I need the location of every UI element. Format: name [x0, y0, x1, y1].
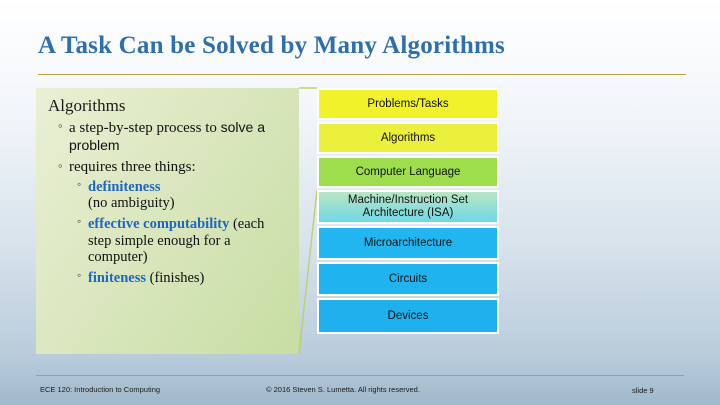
abstraction-stack [317, 88, 499, 334]
sub-bullet-text: (no ambiguity) [88, 195, 175, 212]
slide-footer [0, 381, 720, 401]
bullet-list [48, 119, 289, 287]
stack-layer-devices [317, 298, 499, 334]
keyword-definiteness: definiteness [88, 178, 161, 195]
keyword-finiteness: finiteness [88, 270, 146, 287]
list-item [58, 159, 289, 286]
stack-layer-isa [317, 190, 499, 224]
stack-layer-algorithms [317, 122, 499, 154]
title-divider [38, 74, 686, 75]
stack-layer-label-line1: Machine/Instruction Set [347, 194, 469, 207]
stack-layer-label [348, 194, 468, 220]
stack-layer-label: Algorithms [380, 131, 436, 144]
keyword-effective-computability: effective computability [88, 216, 230, 233]
stack-layer-circuits [317, 262, 499, 296]
stack-layer-label: Circuits [388, 272, 428, 285]
stack-layer-label: Microarchitecture [363, 236, 453, 249]
stack-layer-label: Devices [387, 309, 429, 322]
bullet-text-plain: a step-by-step process to [69, 119, 221, 136]
panel-heading: Algorithms [48, 96, 126, 115]
stack-layer-label-line2: Architecture (ISA) [362, 207, 454, 219]
sub-bullet-list [69, 179, 289, 287]
stack-layer-computer-language [317, 156, 499, 188]
sub-bullet-text: (each step simple enough for a computer) [88, 216, 265, 266]
list-item [58, 119, 289, 156]
footer-course: ECE 120: Introduction to Computing [40, 385, 161, 394]
bullet-text-plain: requires three things: [69, 159, 196, 176]
list-item [77, 216, 289, 266]
footer-slide-number: slide 9 [632, 386, 654, 395]
footer-copyright: © 2016 Steven S. Lumetta. All rights reserved. [266, 385, 420, 394]
stack-layer-label: Computer Language [355, 165, 461, 178]
stack-layer-problems-tasks [317, 88, 499, 120]
stack-layer-microarchitecture [317, 226, 499, 260]
page-title: A Task Can be Solved by Many Algorithms [38, 32, 505, 59]
footer-divider [36, 375, 684, 376]
algorithms-text-panel [36, 88, 299, 354]
list-item [77, 179, 289, 212]
list-item [77, 270, 289, 287]
bullet-text-emphasis: solve a problem [69, 118, 265, 153]
sub-bullet-text: (finishes) [146, 270, 205, 287]
stack-layer-label: Problems/Tasks [367, 97, 449, 110]
